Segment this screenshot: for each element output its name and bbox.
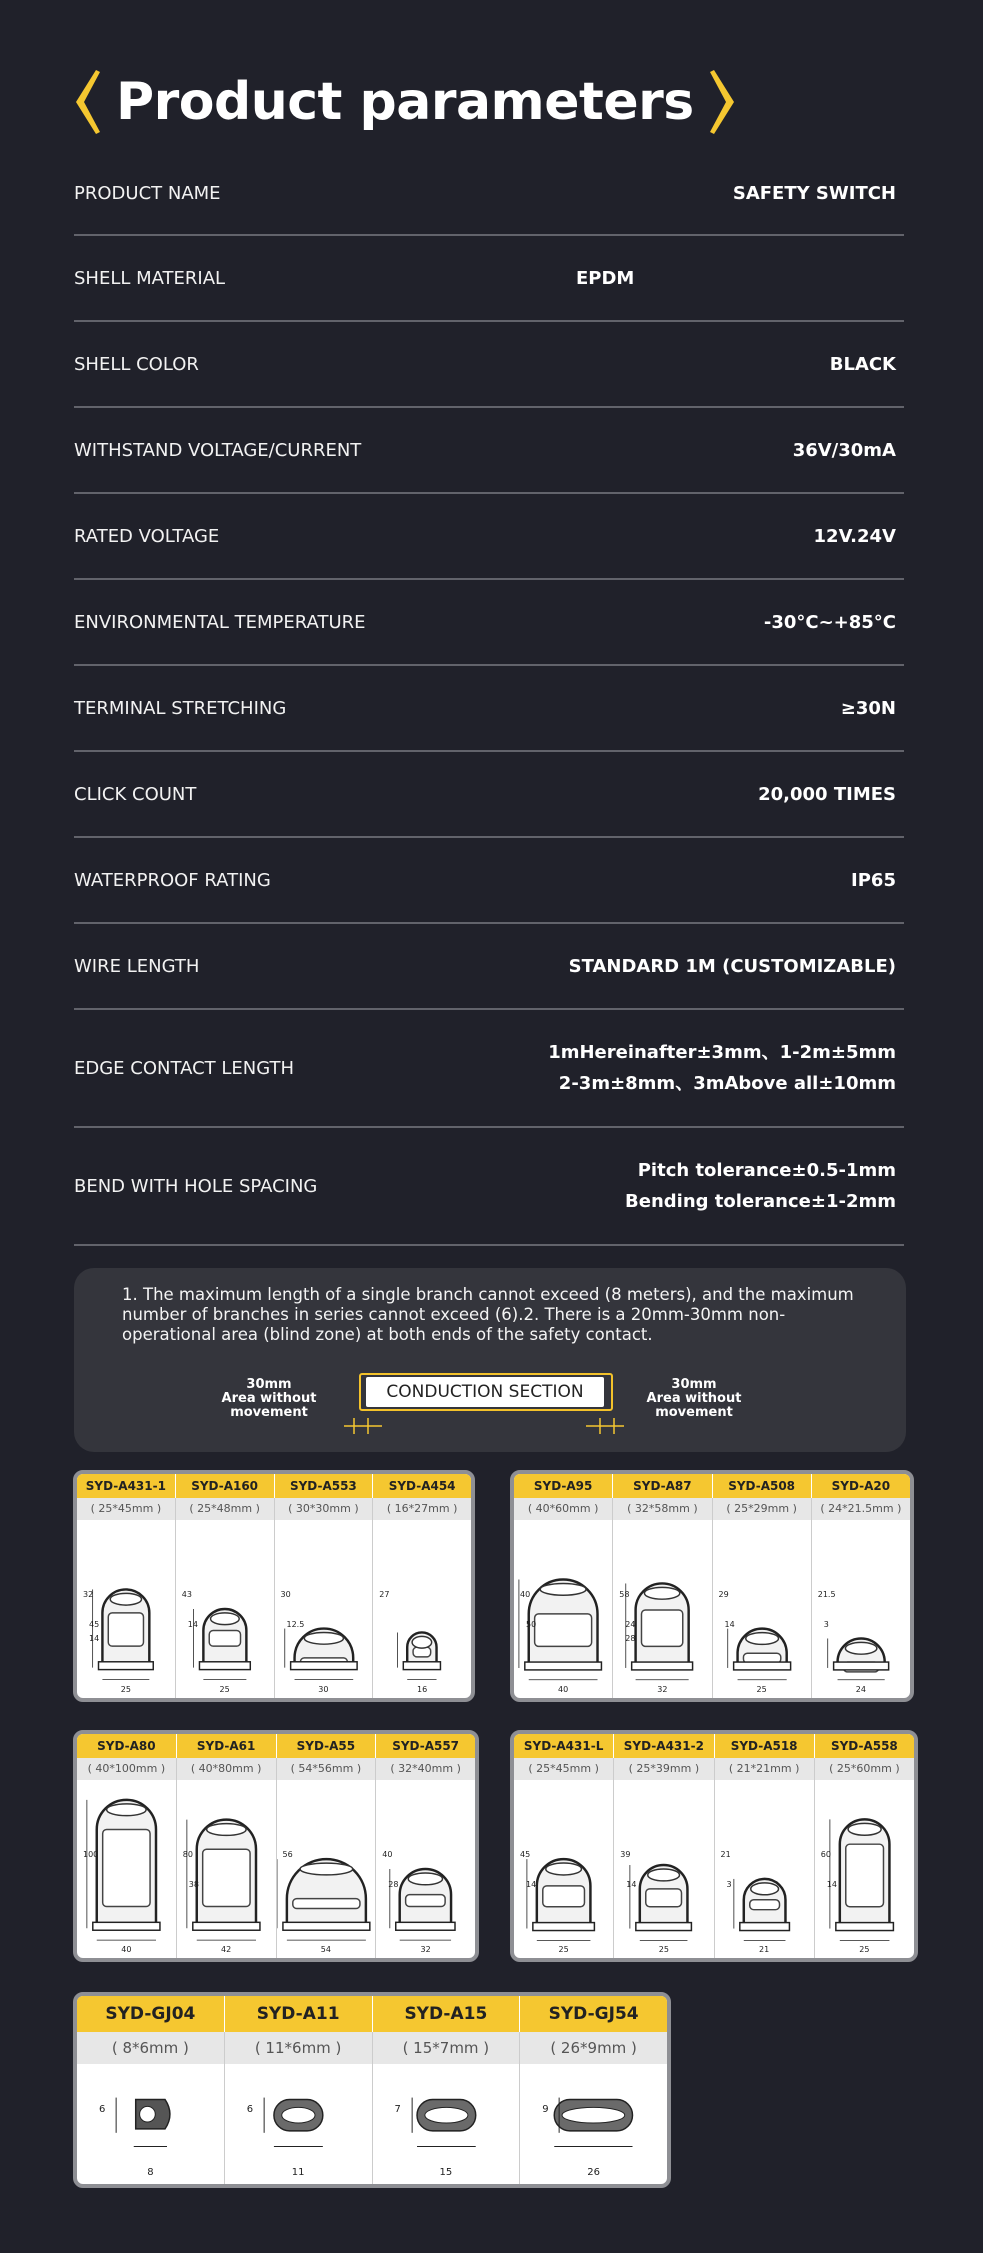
- profile-cell: [372, 1520, 471, 1698]
- model-name: SYD-A558: [814, 1734, 914, 1758]
- profile-cell: [514, 1520, 612, 1698]
- model-name: SYD-A15: [372, 1996, 520, 2032]
- param-value: [548, 1037, 904, 1099]
- dimension-label: 80: [182, 1850, 193, 1859]
- dimension-label: 26: [587, 2167, 600, 2178]
- param-value: BLACK: [829, 353, 896, 375]
- model-size: ( 24*21.5mm ): [811, 1498, 910, 1520]
- dimension-label: 30: [318, 1685, 329, 1694]
- dimension-label: 6: [246, 2104, 254, 2115]
- model-header-row: [514, 1734, 914, 1758]
- model-name: SYD-A160: [175, 1474, 274, 1498]
- dimension-label: 50: [526, 1620, 537, 1629]
- param-label: EDGE CONTACT LENGTH: [74, 1057, 295, 1079]
- model-size: ( 21*21mm ): [714, 1758, 814, 1780]
- model-name: SYD-A518: [714, 1734, 814, 1758]
- param-value-line: 2-3m±8mm、3mAbove all±10mm: [558, 1073, 896, 1094]
- model-size: ( 40*60mm ): [527, 1502, 599, 1515]
- profile-drawing-icon: [520, 2064, 667, 2184]
- profile-drawing-icon: [77, 2064, 224, 2184]
- profile-cell: [176, 1780, 276, 1958]
- dimension-label: 30: [280, 1590, 291, 1599]
- drawing-row: [514, 1780, 914, 1958]
- model-size: ( 15*7mm ): [372, 2032, 520, 2064]
- dimension-label: 8: [147, 2167, 154, 2178]
- dimension-label: 16: [417, 1685, 428, 1694]
- model-name: SYD-A55: [276, 1734, 376, 1758]
- dimension-label: 24: [625, 1620, 636, 1629]
- dimension-label: 60: [820, 1850, 831, 1859]
- dimension-label: 45: [89, 1620, 100, 1629]
- dimension-label: 56: [282, 1850, 293, 1859]
- param-label: BEND WITH HOLE SPACING: [74, 1175, 318, 1197]
- model-header-row: [77, 1474, 471, 1498]
- profile-cell: [811, 1520, 910, 1698]
- right-zone-distance: 30mm: [671, 1377, 717, 1392]
- dimension-label: 28: [388, 1880, 399, 1889]
- model-header-row: [77, 1734, 475, 1758]
- profile-cell: [372, 2064, 520, 2184]
- dimension-label: 40: [520, 1590, 531, 1599]
- param-label: CLICK COUNT: [74, 783, 197, 805]
- param-row: [74, 838, 904, 924]
- profile-drawing-icon: [713, 1520, 811, 1698]
- profile-drawing-icon: [225, 2064, 372, 2184]
- dimension-label: 42: [221, 1945, 232, 1954]
- left-blind-zone: [194, 1378, 344, 1420]
- profile-cell: [712, 1520, 811, 1698]
- model-size: ( 26*9mm ): [519, 2032, 667, 2064]
- dimension-label: 14: [724, 1620, 735, 1629]
- note-box: [74, 1268, 906, 1452]
- profile-drawing-icon: [373, 1520, 471, 1698]
- param-label: RATED VOLTAGE: [74, 525, 220, 547]
- right-blind-zone: [614, 1378, 774, 1420]
- profile-cell: [612, 1520, 711, 1698]
- dimension-label: 25: [120, 1685, 131, 1694]
- left-zone-label: Area without movement: [221, 1391, 317, 1420]
- param-value: SAFETY SWITCH: [732, 182, 896, 204]
- model-header-row: [514, 1474, 910, 1498]
- size-row: [77, 1498, 471, 1520]
- model-name: SYD-A454: [372, 1474, 471, 1498]
- param-value: [625, 1155, 904, 1217]
- profile-panel: [73, 1470, 475, 1702]
- model-name: SYD-A80: [97, 1739, 156, 1753]
- profile-cell: [77, 1780, 176, 1958]
- dimension-label: 39: [620, 1850, 631, 1859]
- profile-cell: [77, 2064, 224, 2184]
- dimension-label: 45: [520, 1850, 531, 1859]
- param-row: [74, 408, 904, 494]
- dimension-label: 40: [121, 1945, 132, 1954]
- conduction-section: CONDUCTION SECTION: [366, 1377, 604, 1407]
- profile-cell: [714, 1780, 814, 1958]
- dimension-label: 14: [526, 1880, 537, 1889]
- param-value: EPDM: [576, 267, 635, 289]
- param-row: [74, 152, 904, 236]
- param-row: [74, 666, 904, 752]
- model-size: ( 32*40mm ): [375, 1758, 475, 1780]
- model-name: SYD-A431-1: [85, 1479, 166, 1493]
- param-value: STANDARD 1M (CUSTOMIZABLE): [568, 955, 896, 977]
- right-zone-label: Area without movement: [646, 1391, 742, 1420]
- drawing-row: [77, 1780, 475, 1958]
- dimension-label: 21.5: [817, 1590, 836, 1599]
- param-value: 36V/30mA: [792, 439, 896, 461]
- dimension-label: 6: [99, 2104, 106, 2115]
- profile-cell: [77, 1520, 175, 1698]
- model-size: ( 11*6mm ): [224, 2032, 372, 2064]
- page-title: Product parameters: [116, 72, 694, 132]
- profile-panel: [73, 1730, 479, 1962]
- model-size: ( 25*45mm ): [528, 1762, 599, 1775]
- profile-drawing-icon: [812, 1520, 910, 1698]
- model-size: ( 40*80mm ): [176, 1758, 276, 1780]
- dimension-label: 100: [83, 1850, 99, 1859]
- param-label: SHELL MATERIAL: [74, 267, 226, 289]
- model-size: ( 32*58mm ): [612, 1498, 711, 1520]
- profile-drawing-icon: [613, 1520, 711, 1698]
- param-label: WITHSTAND VOLTAGE/CURRENT: [74, 439, 362, 461]
- profile-drawing-icon: [614, 1780, 713, 1958]
- dimension-label: 25: [658, 1945, 669, 1954]
- model-name: SYD-A61: [176, 1734, 276, 1758]
- model-size: ( 25*48mm ): [175, 1498, 274, 1520]
- dimension-label: 7: [394, 2104, 401, 2115]
- dimension-label: 32: [420, 1945, 431, 1954]
- profile-drawing-icon: [176, 1520, 274, 1698]
- param-value-line: Bending tolerance±1-2mm: [625, 1191, 896, 1212]
- profile-drawing-icon: [277, 1780, 376, 1958]
- profile-drawing-icon: [77, 1520, 175, 1698]
- dimension-label: 43: [181, 1590, 192, 1599]
- size-row: [77, 1758, 475, 1780]
- model-name: SYD-A431-2: [613, 1734, 713, 1758]
- profile-cell: [814, 1780, 914, 1958]
- param-value: 12V.24V: [813, 525, 896, 547]
- param-label: SHELL COLOR: [74, 353, 199, 375]
- param-label: ENVIRONMENTAL TEMPERATURE: [74, 611, 366, 633]
- dimension-label: 21: [720, 1850, 731, 1859]
- profile-panel: [510, 1470, 914, 1702]
- dimension-label: 54: [320, 1945, 331, 1954]
- profile-drawing-icon: [815, 1780, 914, 1958]
- right-bracket-icon: [710, 70, 736, 134]
- model-name: SYD-GJ54: [519, 1996, 667, 2032]
- param-row: [74, 752, 904, 838]
- model-size: ( 25*29mm ): [712, 1498, 811, 1520]
- dimension-label: 28: [625, 1634, 636, 1643]
- note-text: 1. The maximum length of a single branch cannot exceed (8 meters), and the maximum number of branches in series cannot exceed (6).2. There is a 20mm-30mm non-operational area (blind zone) at both ends of the safety contact.: [122, 1285, 854, 1344]
- profile-cell: [514, 1780, 613, 1958]
- profile-drawing-icon: [514, 1780, 613, 1958]
- dimension-label: 12.5: [286, 1620, 305, 1629]
- model-size: ( 16*27mm ): [372, 1498, 471, 1520]
- profile-panel: [73, 1992, 671, 2188]
- param-row: [74, 924, 904, 1010]
- param-row: [74, 1010, 904, 1128]
- dimension-label: 32: [83, 1590, 94, 1599]
- param-value: IP65: [851, 869, 896, 891]
- param-row: [74, 322, 904, 408]
- model-size: ( 8*6mm ): [111, 2039, 189, 2057]
- profile-drawing-icon: [514, 1520, 612, 1698]
- dimension-label: 14: [89, 1634, 100, 1643]
- param-row: [74, 236, 904, 322]
- model-name: SYD-A95: [533, 1479, 593, 1493]
- dimension-label: 25: [558, 1945, 569, 1954]
- model-size: ( 25*45mm ): [90, 1502, 162, 1515]
- model-name: SYD-A11: [224, 1996, 372, 2032]
- model-name: SYD-A20: [811, 1474, 910, 1498]
- dimension-label: 29: [718, 1590, 729, 1599]
- profile-panel: [510, 1730, 918, 1962]
- profile-drawing-icon: [177, 1780, 276, 1958]
- profile-cell: [175, 1520, 274, 1698]
- dimension-label: 25: [756, 1685, 767, 1694]
- dimension-label: 3: [726, 1880, 732, 1889]
- profile-cell: [519, 2064, 667, 2184]
- param-value: -30°C~+85°C: [763, 611, 896, 633]
- param-row: [74, 1128, 904, 1246]
- size-row: [514, 1498, 910, 1520]
- dimension-label: 15: [439, 2167, 453, 2178]
- model-size: ( 30*30mm ): [274, 1498, 373, 1520]
- dimension-label: 25: [219, 1685, 230, 1694]
- dimension-label: 14: [187, 1620, 198, 1629]
- dimension-label: 25: [859, 1945, 870, 1954]
- model-name: SYD-GJ04: [105, 2004, 196, 2024]
- param-label: TERMINAL STRETCHING: [74, 697, 287, 719]
- page-title-block: [74, 62, 736, 142]
- left-dimension-arrow-icon: [344, 1416, 384, 1436]
- drawing-row: [77, 2064, 667, 2184]
- parameters-table: [74, 152, 904, 1246]
- profile-drawing-icon: [275, 1520, 373, 1698]
- model-size: ( 40*100mm ): [87, 1762, 166, 1775]
- dimension-label: 24: [855, 1685, 866, 1694]
- model-size: ( 54*56mm ): [276, 1758, 376, 1780]
- dimension-label: 40: [558, 1685, 569, 1694]
- model-name: SYD-A553: [274, 1474, 373, 1498]
- param-label: WIRE LENGTH: [74, 955, 200, 977]
- profile-cell: [375, 1780, 475, 1958]
- profile-drawing-icon: [715, 1780, 814, 1958]
- profile-cell: [274, 1520, 373, 1698]
- drawing-row: [77, 1520, 471, 1698]
- dimension-label: 14: [826, 1880, 837, 1889]
- param-value: ≥30N: [840, 697, 896, 719]
- model-name: SYD-A557: [375, 1734, 475, 1758]
- size-row: [514, 1758, 914, 1780]
- dimension-label: 27: [379, 1590, 390, 1599]
- profile-drawing-icon: [373, 2064, 520, 2184]
- param-value-line: Pitch tolerance±0.5-1mm: [637, 1160, 896, 1181]
- model-name: SYD-A87: [612, 1474, 711, 1498]
- param-label: WATERPROOF RATING: [74, 869, 271, 891]
- model-size: ( 25*39mm ): [613, 1758, 713, 1780]
- dimension-label: 9: [542, 2104, 549, 2115]
- dimension-label: 21: [759, 1945, 770, 1954]
- model-name: SYD-A431-L: [523, 1739, 604, 1753]
- dimension-label: 40: [382, 1850, 393, 1859]
- param-row: [74, 494, 904, 580]
- model-header-row: [77, 1996, 667, 2032]
- dimension-label: 14: [626, 1880, 637, 1889]
- profile-drawing-icon: [77, 1780, 176, 1958]
- param-value-line: 1mHereinafter±3mm、1-2m±5mm: [548, 1042, 896, 1063]
- dimension-label: 3: [823, 1620, 829, 1629]
- profile-cell: [276, 1780, 376, 1958]
- dimension-label: 38: [188, 1880, 199, 1889]
- dimension-label: 11: [291, 2167, 305, 2178]
- left-zone-distance: 30mm: [246, 1377, 292, 1392]
- param-row: [74, 580, 904, 666]
- dimension-label: 32: [657, 1685, 668, 1694]
- right-dimension-arrow-icon: [586, 1416, 626, 1436]
- model-size: ( 25*60mm ): [814, 1758, 914, 1780]
- param-value: 20,000 TIMES: [758, 783, 896, 805]
- profile-cell: [613, 1780, 713, 1958]
- left-bracket-icon: [74, 70, 100, 134]
- param-label: PRODUCT NAME: [74, 182, 221, 204]
- drawing-row: [514, 1520, 910, 1698]
- model-name: SYD-A508: [712, 1474, 811, 1498]
- size-row: [77, 2032, 667, 2064]
- dimension-label: 58: [619, 1590, 630, 1599]
- profile-cell: [224, 2064, 372, 2184]
- profile-drawing-icon: [376, 1780, 475, 1958]
